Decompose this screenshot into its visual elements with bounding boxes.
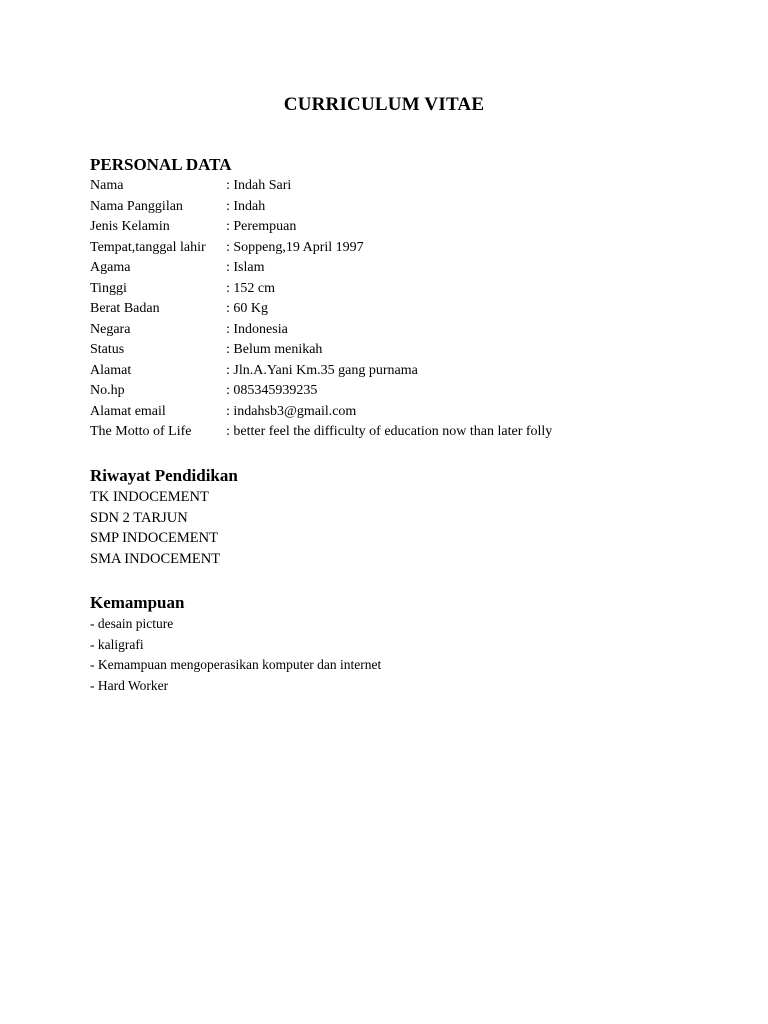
field-label: Tinggi bbox=[90, 280, 127, 296]
personal-data-heading: PERSONAL DATA bbox=[90, 155, 232, 174]
field-label: No.hp bbox=[90, 383, 125, 398]
field-label: Negara bbox=[90, 321, 131, 337]
field-value: : Soppeng,19 April 1997 bbox=[226, 239, 364, 255]
skills-heading: Kemampuan bbox=[90, 593, 185, 612]
education-item: SMP INDOCEMENT bbox=[90, 530, 218, 546]
field-label: Nama Panggilan bbox=[90, 198, 183, 214]
education-item: SMA INDOCEMENT bbox=[90, 550, 221, 567]
field-label: Alamat email bbox=[90, 403, 166, 419]
field-value: : 085345939235 bbox=[226, 383, 318, 398]
skill-item: - Kemampuan mengoperasikan komputer dan internet bbox=[90, 657, 382, 672]
field-value: : 152 cm bbox=[226, 280, 275, 296]
skill-item: - kaligrafi bbox=[90, 636, 144, 652]
field-label: Berat Badan bbox=[90, 301, 160, 316]
field-label: Jenis Kelamin bbox=[90, 219, 170, 234]
field-value: : Belum menikah bbox=[226, 342, 323, 357]
skill-item: - Hard Worker bbox=[90, 677, 169, 693]
education-list bbox=[90, 487, 220, 569]
field-value: : Islam bbox=[226, 260, 265, 275]
field-value: : Indah Sari bbox=[226, 178, 292, 193]
field-value: : indahsb3@gmail.com bbox=[226, 403, 357, 419]
field-value: : Indonesia bbox=[226, 321, 288, 337]
field-value: : better feel the difficulty of education now than later folly bbox=[226, 424, 553, 439]
education-item: SDN 2 TARJUN bbox=[90, 509, 188, 526]
field-label: Status bbox=[90, 342, 125, 357]
skill-item: - desain picture bbox=[90, 616, 174, 631]
field-value: : 60 Kg bbox=[226, 301, 268, 316]
field-label: Alamat bbox=[90, 362, 132, 378]
education-item: TK INDOCEMENT bbox=[90, 489, 209, 505]
field-value: : Jln.A.Yani Km.35 gang purnama bbox=[226, 362, 418, 378]
field-label: Tempat,tanggal lahir bbox=[90, 239, 206, 255]
document-title: CURRICULUM VITAE bbox=[283, 94, 485, 115]
field-label: Nama bbox=[90, 178, 124, 193]
field-value: : Perempuan bbox=[226, 219, 297, 234]
field-label: Agama bbox=[90, 260, 131, 275]
skills-list bbox=[90, 614, 381, 696]
education-heading: Riwayat Pendidikan bbox=[90, 466, 238, 485]
field-value: : Indah bbox=[226, 198, 266, 214]
field-label: The Motto of Life bbox=[90, 424, 192, 439]
